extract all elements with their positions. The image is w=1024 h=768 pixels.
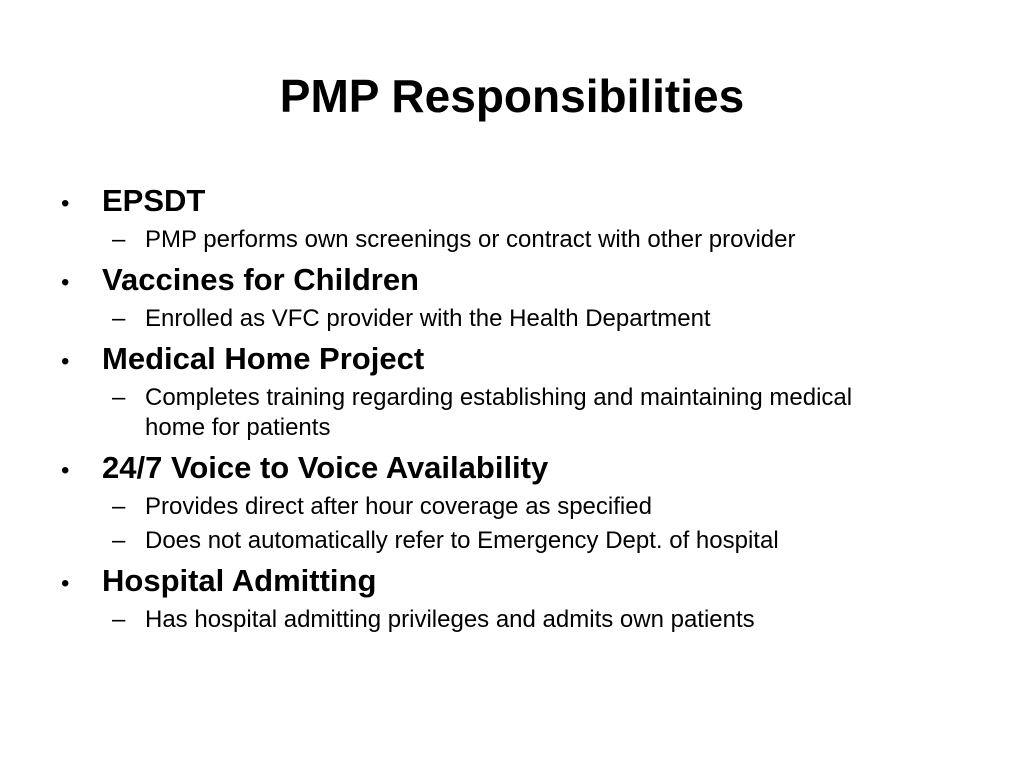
sub-item: [60, 304, 960, 334]
bullet-item: [60, 447, 960, 492]
bullet-marker: •: [61, 190, 70, 217]
bullet-marker: •: [61, 348, 70, 375]
sub-text: Provides direct after hour coverage as specified: [145, 493, 652, 520]
sub-text: Enrolled as VFC provider with the Health Department: [145, 305, 711, 332]
bullet-item: [60, 560, 960, 605]
bullet-label: 24/7 Voice to Voice Availability: [102, 450, 549, 485]
bullet-marker: •: [61, 269, 70, 296]
sub-marker: –: [112, 305, 126, 332]
sub-item: [60, 605, 960, 635]
bullet-label: Vaccines for Children: [102, 262, 419, 297]
sub-marker: –: [112, 493, 126, 520]
sub-item: [60, 383, 960, 443]
sub-item: [60, 225, 960, 255]
sub-marker: –: [112, 384, 126, 411]
sub-marker: –: [112, 527, 126, 554]
sub-marker: –: [112, 606, 126, 633]
sub-marker: –: [112, 226, 126, 253]
bullet-item: [60, 180, 960, 225]
sub-text: PMP performs own screenings or contract with other provider: [145, 226, 796, 253]
slide-content: [60, 180, 960, 639]
bullet-item: [60, 259, 960, 304]
bullet-label: EPSDT: [102, 183, 206, 218]
slide-title: PMP Responsibilities: [279, 70, 745, 122]
bullet-item: [60, 338, 960, 383]
bullet-marker: •: [61, 457, 70, 484]
bullet-label: Hospital Admitting: [102, 563, 377, 598]
bullet-marker: •: [61, 570, 70, 597]
sub-text: Does not automatically refer to Emergency Dept. of hospital: [145, 527, 779, 554]
bullet-label: Medical Home Project: [102, 341, 425, 376]
sub-item: [60, 492, 960, 522]
sub-text: Completes training regarding establishing and maintaining medical home for patients: [145, 384, 853, 441]
sub-text: Has hospital admitting privileges and admits own patients: [145, 606, 755, 633]
sub-item: [60, 526, 960, 556]
